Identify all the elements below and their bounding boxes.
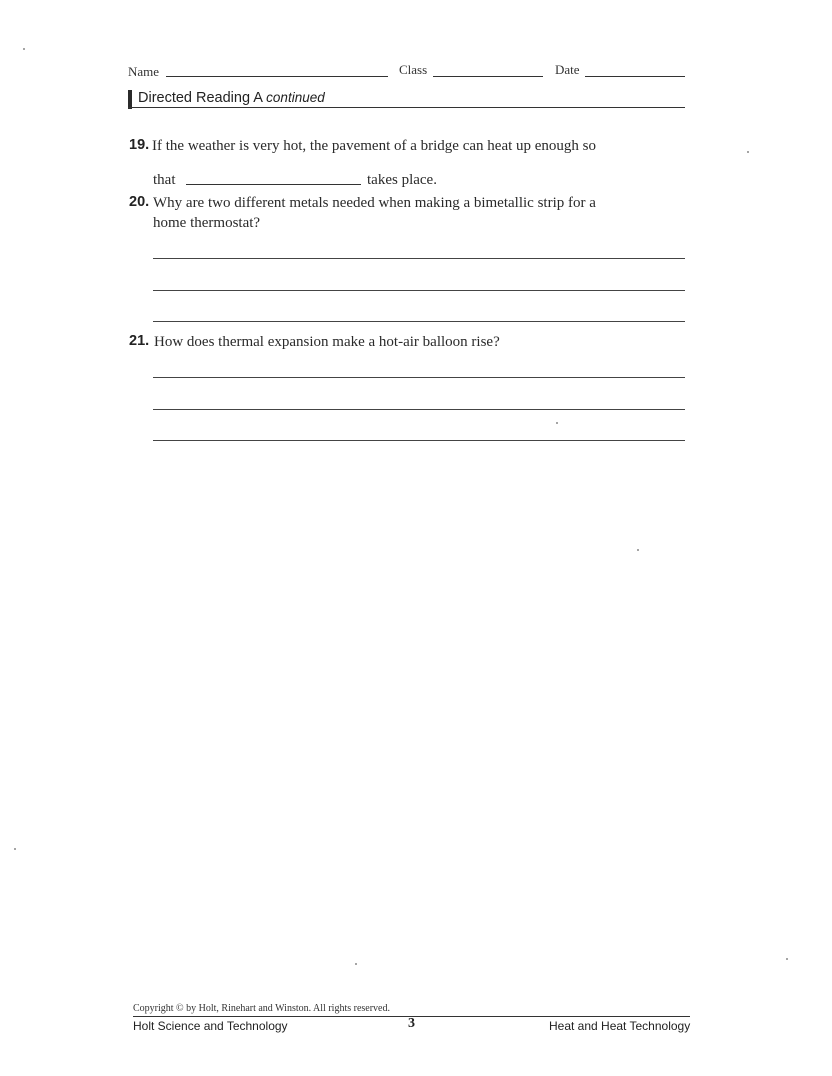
scan-speck	[747, 151, 749, 153]
scan-speck	[786, 958, 788, 960]
question-number: 20.	[129, 194, 150, 210]
name-field[interactable]	[166, 76, 388, 77]
answer-line[interactable]	[153, 258, 685, 259]
date-field[interactable]	[585, 76, 685, 77]
question-text: How does thermal expansion make a hot-air balloon rise?	[154, 334, 500, 350]
answer-line[interactable]	[153, 377, 685, 378]
question-text: Why are two different metals needed when making a bimetallic strip for a	[153, 195, 596, 211]
answer-line[interactable]	[153, 321, 685, 322]
footer-book-title: Holt Science and Technology	[133, 1019, 288, 1033]
scan-speck	[637, 549, 639, 551]
scan-speck	[14, 848, 16, 850]
section-divider	[128, 107, 685, 108]
answer-line[interactable]	[153, 290, 685, 291]
section-continued-text: continued	[266, 90, 325, 105]
section-title	[138, 90, 325, 106]
question-number: 19.	[129, 137, 150, 153]
class-field[interactable]	[433, 76, 543, 77]
footer-chapter-title: Heat and Heat Technology	[549, 1019, 691, 1033]
question-text: If the weather is very hot, the pavement of a bridge can heat up enough so	[152, 138, 597, 154]
question-number: 21.	[129, 333, 150, 349]
question-text-continued: home thermostat?	[153, 215, 261, 231]
section-title-text: Directed Reading A	[138, 90, 263, 106]
scan-speck	[556, 422, 558, 424]
answer-line[interactable]	[153, 440, 685, 441]
fill-in-blank[interactable]	[186, 184, 361, 185]
copyright-notice: Copyright © by Holt, Rinehart and Winston. All rights reserved.	[133, 1003, 390, 1014]
date-label: Date	[555, 62, 580, 77]
scan-speck	[355, 963, 357, 965]
name-label: Name	[128, 64, 160, 79]
page-number: 3	[408, 1016, 415, 1031]
question-text-continued: takes place.	[367, 172, 437, 188]
scan-speck	[23, 48, 25, 50]
class-label: Class	[399, 62, 428, 77]
question-text-continued: that	[153, 172, 176, 188]
answer-line[interactable]	[153, 409, 685, 410]
